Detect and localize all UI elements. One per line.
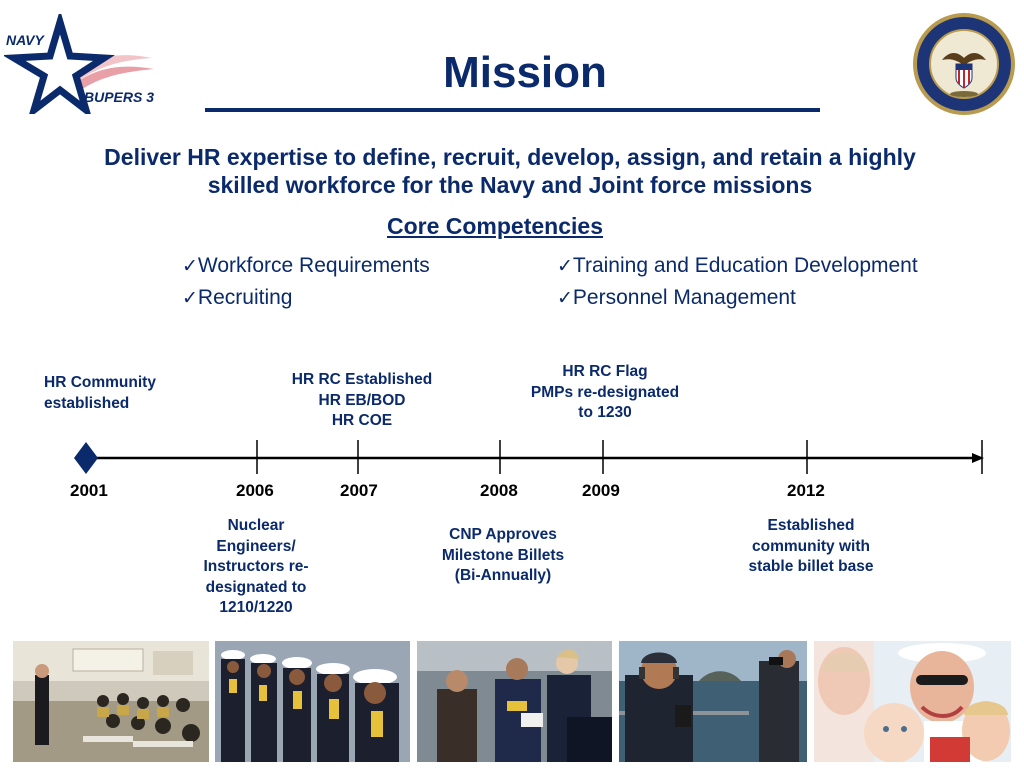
milestone-2008-label: [413, 525, 593, 587]
sailor-on-deck-photo: [619, 641, 807, 762]
milestone-text: PMPs re-designated: [530, 383, 680, 401]
mission-line-1: Deliver HR expertise to define, recruit, develop, assign, and retain a highly: [104, 144, 916, 170]
competency-label: Training and Education Development: [572, 254, 918, 277]
milestone-text: HR RC Established: [291, 371, 433, 388]
competency-label: Personnel Management: [572, 286, 796, 309]
family-reunion-photo: [814, 641, 1011, 762]
mission-line-2: skilled workforce for the Navy and Joint force missions: [207, 172, 813, 198]
year-2007: 2007: [340, 481, 378, 500]
milestone-text: 1210/1220: [219, 599, 293, 616]
year-2009: 2009: [582, 481, 620, 500]
milestone-text: Established: [767, 517, 855, 534]
logo-navy-text: NAVY: [6, 32, 44, 48]
milestone-2009-label: [505, 362, 705, 424]
checkmark-icon: ✓: [557, 256, 573, 277]
officers-meeting-photo: [417, 641, 612, 762]
year-2001: 2001: [70, 481, 108, 500]
sailors-in-formation-photo: [215, 641, 410, 762]
milestone-text: Engineers/: [216, 537, 296, 555]
timeline-start-diamond-icon: [74, 442, 98, 474]
competency-workforce-requirements: [182, 254, 430, 278]
navy-seal-icon: [912, 12, 1016, 116]
mission-statement: [40, 143, 980, 199]
milestone-2006-label: [176, 516, 336, 619]
competency-training-education-development: [557, 254, 918, 278]
competency-personnel-management: [557, 286, 796, 310]
title-underline: [205, 108, 820, 112]
core-competencies-title: Core Competencies: [386, 213, 603, 239]
milestone-text: (Bi-Annually): [454, 567, 552, 584]
milestone-text: Instructors re-: [203, 558, 309, 575]
milestone-text: HR Community: [44, 374, 156, 391]
competency-label: Workforce Requirements: [197, 254, 430, 277]
milestone-text: HR RC Flag: [562, 363, 648, 380]
checkmark-icon: ✓: [182, 256, 198, 277]
checkmark-icon: ✓: [182, 288, 198, 309]
milestone-text: established: [44, 394, 130, 412]
milestone-text: designated to: [205, 578, 307, 596]
page-title-container: [0, 48, 1024, 98]
milestone-text: Milestone Billets: [441, 546, 565, 564]
checkmark-icon: ✓: [557, 288, 573, 309]
year-2008: 2008: [480, 481, 518, 500]
competency-label: Recruiting: [197, 286, 293, 309]
milestone-2007-label: [262, 370, 462, 432]
milestone-text: stable billet base: [748, 558, 874, 575]
page-title: Mission: [443, 48, 607, 97]
year-2012: 2012: [787, 481, 825, 500]
milestone-2001-label: [44, 373, 156, 414]
year-2006: 2006: [236, 481, 274, 500]
milestone-text: CNP Approves: [449, 526, 557, 543]
classroom-photo: [13, 641, 209, 762]
milestone-2012-label: [721, 516, 901, 578]
milestone-text: HR COE: [331, 412, 393, 429]
logo-bupers-text: BUPERS 3: [84, 89, 155, 105]
milestone-text: community with: [752, 537, 870, 555]
milestone-text: Nuclear: [227, 517, 285, 534]
competency-recruiting: [182, 286, 292, 310]
milestone-text: to 1230: [578, 404, 632, 421]
milestone-text: HR EB/BOD: [318, 391, 406, 409]
